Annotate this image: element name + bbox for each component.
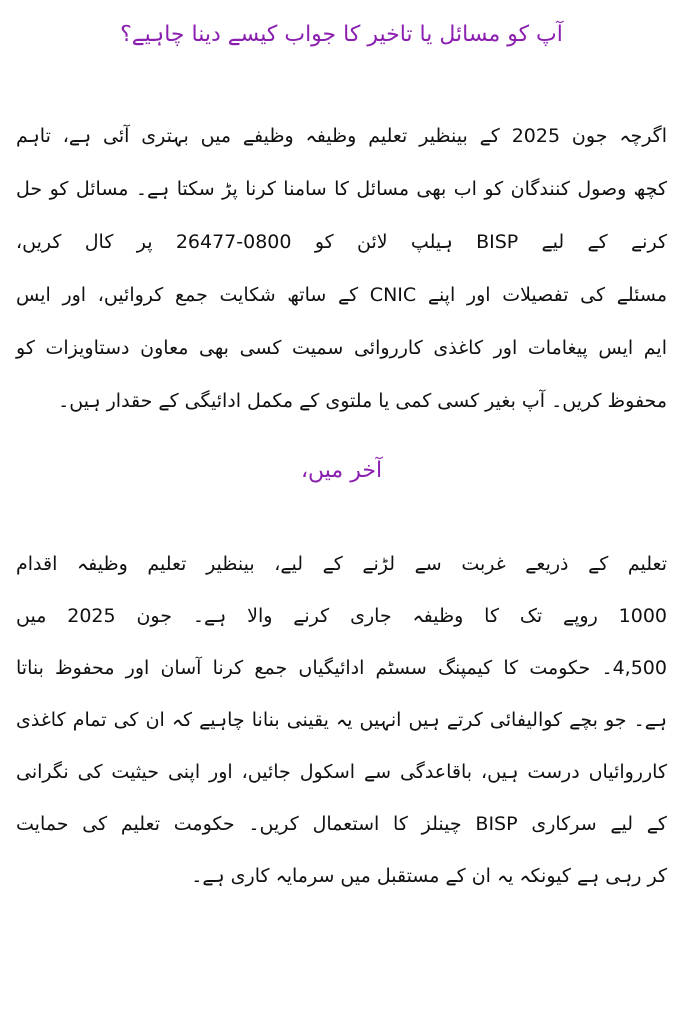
paragraph-line: ایم ایس پیغامات اور کاغذی کارروائی سمیت کسی بھی معاون دستاویزات کو <box>16 337 667 359</box>
paragraph-line: مسئلے کی تفصیلات اور اپنے CNIC کے ساتھ شکایت جمع کروائیں، اور ایس <box>16 284 668 306</box>
paragraph-line: 4,500۔ حکومت کا کیمپنگ سسٹم ادائیگیاں جمع کرنا آسان اور محفوظ بناتا <box>16 657 667 679</box>
paragraph-line: ہے۔ جو بچے کوالیفائی کرتے ہیں انہیں یہ یقینی بنانا چاہیے کہ ان کی تمام کاغذی <box>16 709 667 731</box>
paragraph-line: کے لیے سرکاری BISP چینلز کا استعمال کریں۔ حکومت تعلیم کی حمایت <box>16 813 667 835</box>
section-heading-conclusion: آخر میں، <box>300 458 383 483</box>
paragraph-conclusion <box>16 538 667 902</box>
paragraph-issues <box>16 110 667 428</box>
paragraph-line: کرنے کے لیے BISP ہیلپ لائن کو 0800-26477 پر کال کریں، <box>16 231 667 253</box>
paragraph-line: کچھ وصول کنندگان کو اب بھی مسائل کا سامنا کرنا پڑ سکتا ہے۔ مسائل کو حل <box>16 178 667 200</box>
paragraph-line: اگرچہ جون 2025 کے بینظیر تعلیم وظیفہ وظیفے میں بہتری آئی ہے، تاہم <box>16 125 668 147</box>
paragraph-line: کارروائیاں درست ہیں، باقاعدگی سے اسکول جائیں، اور اپنی حیثیت کی نگرانی <box>16 761 667 783</box>
paragraph-line: کر رہی ہے کیونکہ یہ ان کے مستقبل میں سرمایہ کاری ہے۔ <box>191 865 667 887</box>
paragraph-line: تعلیم کے ذریعے غربت سے لڑنے کے لیے، بینظیر تعلیم وظیفہ اقدام <box>16 553 667 575</box>
paragraph-line: محفوظ کریں۔ آپ بغیر کسی کمی یا ملتوی کے مکمل ادائیگی کے حقدار ہیں۔ <box>58 390 667 412</box>
section-heading-issues: آپ کو مسائل یا تاخیر کا جواب کیسے دینا چاہیے؟ <box>120 22 563 47</box>
paragraph-line: 1000 روپے تک کا وظیفہ جاری کرنے والا ہے۔ جون 2025 میں <box>16 605 667 627</box>
